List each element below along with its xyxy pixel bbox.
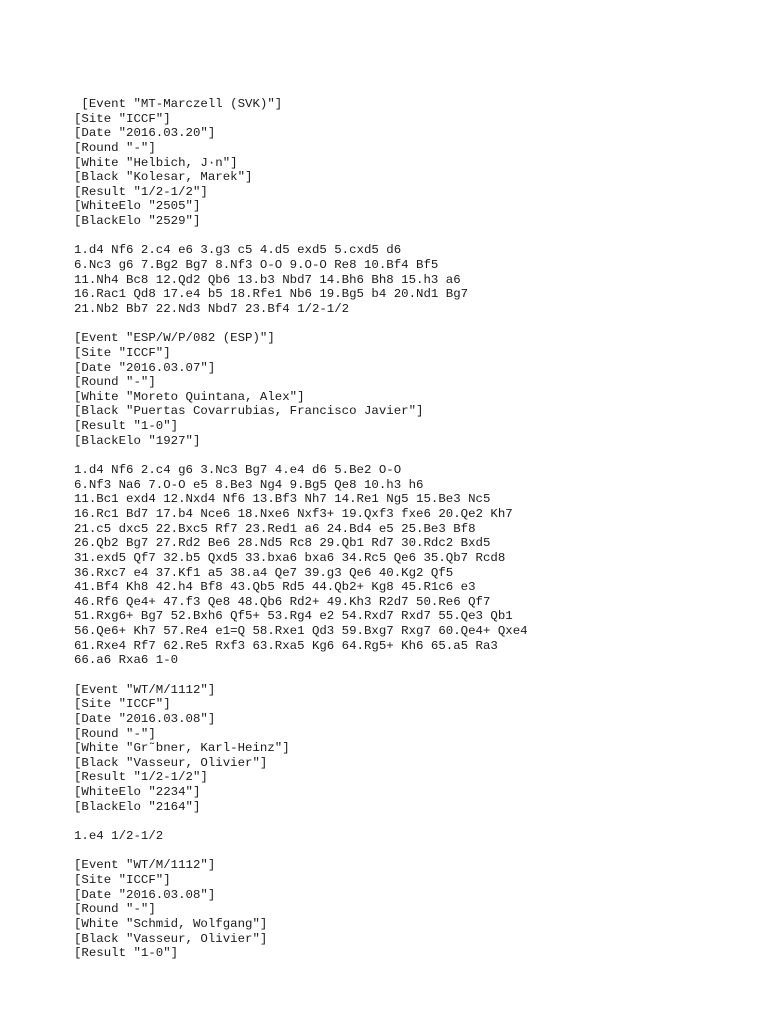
pgn-tag-blackelo: [BlackElo "1927"] (74, 433, 201, 448)
move-text-line: 21.Nb2 Bb7 22.Nd3 Nbd7 23.Bf4 1/2-1/2 (74, 301, 350, 316)
pgn-tag-result: [Result "1/2-1/2"] (74, 184, 208, 199)
pgn-tag-event: [Event "ESP/W/P/082 (ESP)"] (74, 331, 275, 346)
pgn-tag-round: [Round "-"] (74, 140, 156, 155)
blank-line (74, 448, 764, 463)
pgn-tag-black: [Black "Vasseur, Olivier"] (74, 755, 268, 770)
move-text-line: 1.d4 Nf6 2.c4 e6 3.g3 c5 4.d5 exd5 5.cxd5 d6 (74, 243, 402, 258)
pgn-tag-round: [Round "-"] (74, 902, 156, 917)
pgn-tag-site: [Site "ICCF"] (74, 697, 171, 712)
blank-line (74, 844, 764, 859)
pgn-tag-round: [Round "-"] (74, 726, 156, 741)
move-text-line: 56.Qe6+ Kh7 57.Re4 e1=Q 58.Rxe1 Qd3 59.Bxg7 Rxg7 60.Qe4+ Qxe4 (74, 624, 528, 639)
blank-line (74, 317, 764, 332)
pgn-tag-result: [Result "1-0"] (74, 946, 179, 961)
pgn-document (74, 97, 764, 961)
pgn-tag-white: [White "Moreto Quintana, Alex"] (74, 389, 305, 404)
move-text-line: 26.Qb2 Bg7 27.Rd2 Be6 28.Nd5 Rc8 29.Qb1 Rd7 30.Rdc2 Bxd5 (74, 536, 491, 551)
pgn-tag-white: [White "Helbich, J·n"] (74, 155, 238, 170)
move-text-line: 16.Rac1 Qd8 17.e4 b5 18.Rfe1 Nb6 19.Bg5 b4 20.Nd1 Bg7 (74, 287, 469, 302)
pgn-tag-date: [Date "2016.03.08"] (74, 887, 216, 902)
move-text-line: 51.Rxg6+ Bg7 52.Bxh6 Qf5+ 53.Rg4 e2 54.Rxd7 Rxd7 55.Qe3 Qb1 (74, 609, 513, 624)
blank-line (74, 229, 764, 244)
pgn-tag-site: [Site "ICCF"] (74, 872, 171, 887)
move-text-line: 1.e4 1/2-1/2 (74, 829, 164, 844)
pgn-tag-black: [Black "Puertas Covarrubias, Francisco Javier"] (74, 404, 424, 419)
pgn-tag-blackelo: [BlackElo "2529"] (74, 214, 201, 229)
pgn-tag-date: [Date "2016.03.08"] (74, 711, 216, 726)
pgn-tag-date: [Date "2016.03.07"] (74, 360, 216, 375)
pgn-tag-date: [Date "2016.03.20"] (74, 126, 216, 141)
pgn-tag-site: [Site "ICCF"] (74, 111, 171, 126)
pgn-tag-event: [Event "MT-Marczell (SVK)"] (74, 97, 283, 111)
move-text-line: 1.d4 Nf6 2.c4 g6 3.Nc3 Bg7 4.e4 d6 5.Be2 O-O (74, 463, 402, 478)
pgn-tag-event: [Event "WT/M/1112"] (74, 858, 216, 873)
pgn-tag-black: [Black "Vasseur, Olivier"] (74, 931, 268, 946)
pgn-tag-result: [Result "1/2-1/2"] (74, 770, 208, 785)
blank-line (74, 668, 764, 683)
pgn-tag-whiteelo: [WhiteElo "2234"] (74, 785, 201, 800)
move-text-line: 21.c5 dxc5 22.Bxc5 Rf7 23.Red1 a6 24.Bd4 e5 25.Be3 Bf8 (74, 521, 476, 536)
move-text-line: 11.Nh4 Bc8 12.Qd2 Qb6 13.b3 Nbd7 14.Bh6 Bh8 15.h3 a6 (74, 272, 461, 287)
move-text-line: 16.Rc1 Bd7 17.b4 Nce6 18.Nxe6 Nxf3+ 19.Qxf3 fxe6 20.Qe2 Kh7 (74, 506, 513, 521)
pgn-tag-site: [Site "ICCF"] (74, 345, 171, 360)
move-text-line: 41.Bf4 Kh8 42.h4 Bf8 43.Qb5 Rd5 44.Qb2+ Kg8 45.R1c6 e3 (74, 580, 476, 595)
pgn-tag-event: [Event "WT/M/1112"] (74, 682, 216, 697)
pgn-tag-round: [Round "-"] (74, 375, 156, 390)
move-text-line: 66.a6 Rxa6 1-0 (74, 653, 179, 668)
move-text-line: 36.Rxc7 e4 37.Kf1 a5 38.a4 Qe7 39.g3 Qe6 40.Kg2 Qf5 (74, 565, 454, 580)
move-text-line: 31.exd5 Qf7 32.b5 Qxd5 33.bxa6 bxa6 34.Rc5 Qe6 35.Qb7 Rcd8 (74, 550, 506, 565)
move-text-line: 6.Nc3 g6 7.Bg2 Bg7 8.Nf3 O-O 9.O-O Re8 10.Bf4 Bf5 (74, 258, 439, 273)
move-text-line: 61.Rxe4 Rf7 62.Re5 Rxf3 63.Rxa5 Kg6 64.Rg5+ Kh6 65.a5 Ra3 (74, 638, 498, 653)
pgn-tag-white: [White "Gr˜bner, Karl-Heinz"] (74, 741, 290, 756)
move-text-line: 6.Nf3 Na6 7.O-O e5 8.Be3 Ng4 9.Bg5 Qe8 10.h3 h6 (74, 477, 424, 492)
move-text-line: 11.Bc1 exd4 12.Nxd4 Nf6 13.Bf3 Nh7 14.Re1 Ng5 15.Be3 Nc5 (74, 492, 491, 507)
pgn-tag-whiteelo: [WhiteElo "2505"] (74, 199, 201, 214)
pgn-tag-result: [Result "1-0"] (74, 419, 179, 434)
pgn-tag-blackelo: [BlackElo "2164"] (74, 799, 201, 814)
blank-line (74, 814, 764, 829)
pgn-tag-black: [Black "Kolesar, Marek"] (74, 170, 253, 185)
pgn-tag-white: [White "Schmid, Wolfgang"] (74, 916, 268, 931)
move-text-line: 46.Rf6 Qe4+ 47.f3 Qe8 48.Qb6 Rd2+ 49.Kh3 R2d7 50.Re6 Qf7 (74, 594, 491, 609)
